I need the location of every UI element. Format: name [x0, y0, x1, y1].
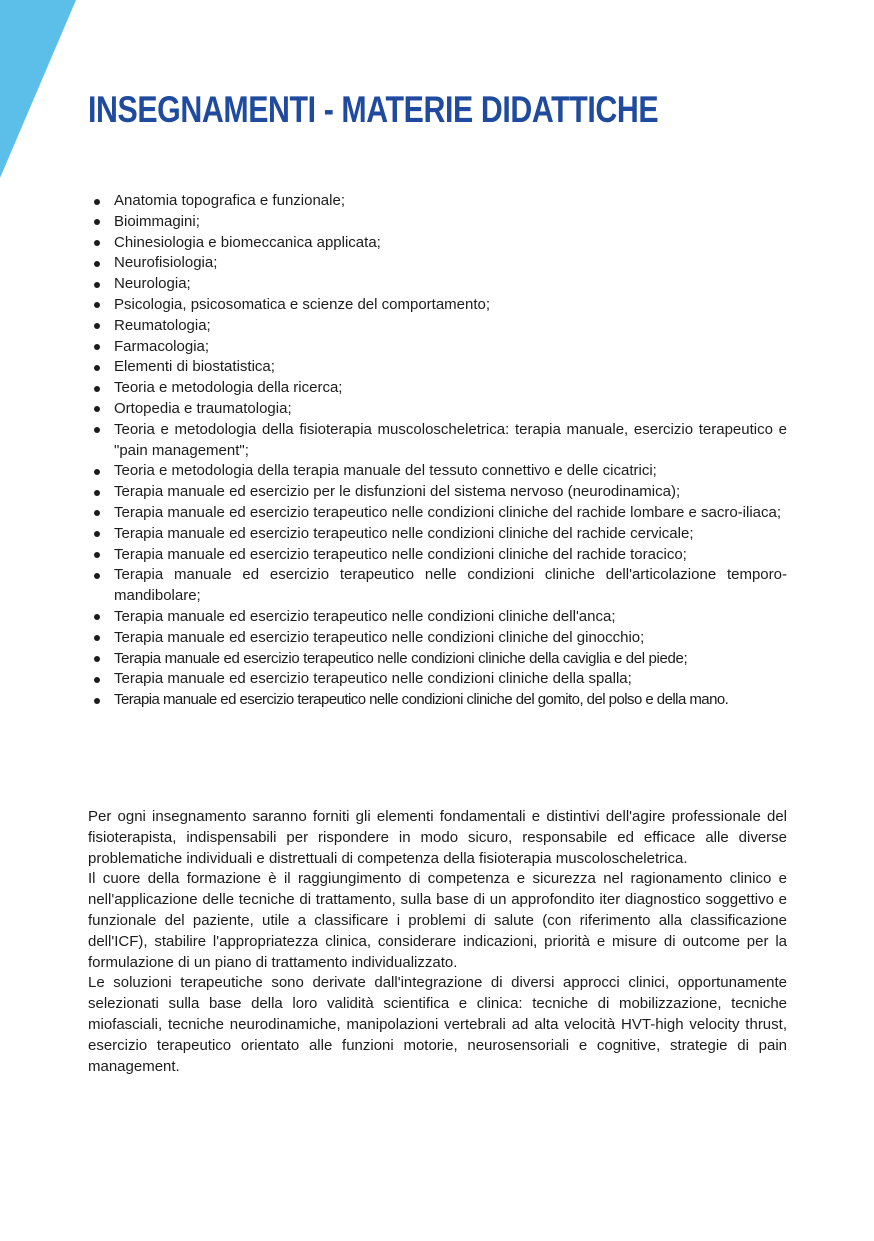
list-item: Terapia manuale ed esercizio terapeutico nelle condizioni cliniche del rachide toracico;: [88, 545, 787, 566]
subject-list: [88, 191, 787, 711]
list-item: Farmacologia;: [88, 337, 787, 358]
list-item: Teoria e metodologia della terapia manuale del tessuto connettivo e delle cicatrici;: [88, 461, 787, 482]
list-item: Terapia manuale ed esercizio terapeutico nelle condizioni cliniche del gomito, del polso e della mano.: [88, 690, 787, 711]
body-text: [88, 807, 787, 1077]
list-item: Terapia manuale ed esercizio terapeutico nelle condizioni cliniche dell'articolazione temporo-mandibolare;: [88, 565, 787, 607]
list-item: Chinesiologia e biomeccanica applicata;: [88, 233, 787, 254]
paragraph: Il cuore della formazione è il raggiungimento di competenza e sicurezza nel ragionamento clinico e nell'applicazione delle tecniche di trattamento, sulla base di un approfondito iter diagnostico soggettivo e funzionale del paziente, utile a classificare i problemi di salute (con riferimento alla classificazione dell'ICF), stabilire l'appropriatezza clinica, considerare indicazioni, priorità e misure di outcome per la formulazione di un piano di trattamento individualizzato.: [88, 870, 787, 971]
list-item: Terapia manuale ed esercizio per le disfunzioni del sistema nervoso (neurodinamica);: [88, 482, 787, 503]
list-item: Bioimmagini;: [88, 212, 787, 233]
list-item: Terapia manuale ed esercizio terapeutico nelle condizioni cliniche della spalla;: [88, 669, 787, 690]
list-item: Teoria e metodologia della ricerca;: [88, 378, 787, 399]
corner-decoration: [0, 0, 76, 178]
paragraph: Per ogni insegnamento saranno forniti gli elementi fondamentali e distintivi dell'agire professionale del fisioterapista, indispensabili per rispondere in modo sicuro, responsabile ed efficace alle diverse problematiche individuali e distrettuali di competenza della fisioterapia muscoloscheletrica.: [88, 808, 787, 867]
list-item: Neurofisiologia;: [88, 253, 787, 274]
list-item: Terapia manuale ed esercizio terapeutico nelle condizioni cliniche del ginocchio;: [88, 628, 787, 649]
list-item: Terapia manuale ed esercizio terapeutico nelle condizioni cliniche dell'anca;: [88, 607, 787, 628]
list-item: Terapia manuale ed esercizio terapeutico nelle condizioni cliniche del rachide lombare e sacro-iliaca;: [88, 503, 787, 524]
list-item: Neurologia;: [88, 274, 787, 295]
list-item: Teoria e metodologia della fisioterapia muscoloscheletrica: terapia manuale, esercizio terapeutico e "pain management";: [88, 420, 787, 462]
list-item: Reumatologia;: [88, 316, 787, 337]
list-item: Terapia manuale ed esercizio terapeutico nelle condizioni cliniche del rachide cervicale;: [88, 524, 787, 545]
list-item: Terapia manuale ed esercizio terapeutico nelle condizioni cliniche della caviglia e del piede;: [88, 649, 787, 670]
page-title: INSEGNAMENTI - MATERIE DIDATTICHE: [88, 89, 659, 130]
list-item: Elementi di biostatistica;: [88, 357, 787, 378]
list-item: Ortopedia e traumatologia;: [88, 399, 787, 420]
paragraph: Le soluzioni terapeutiche sono derivate dall'integrazione di diversi approcci clinici, opportunamente selezionati sulla base della loro validità scientifica e clinica: tecniche di mobilizzazione, tecniche miofasciali, tecniche neurodinamiche, manipolazioni vertebrali ad alta velocità HVT-high velocity thrust, esercizio terapeutico orientato alle funzioni motorie, neurosensoriali e cognitive, strategie di pain management.: [88, 974, 787, 1075]
list-item: Anatomia topografica e funzionale;: [88, 191, 787, 212]
list-item: Psicologia, psicosomatica e scienze del comportamento;: [88, 295, 787, 316]
